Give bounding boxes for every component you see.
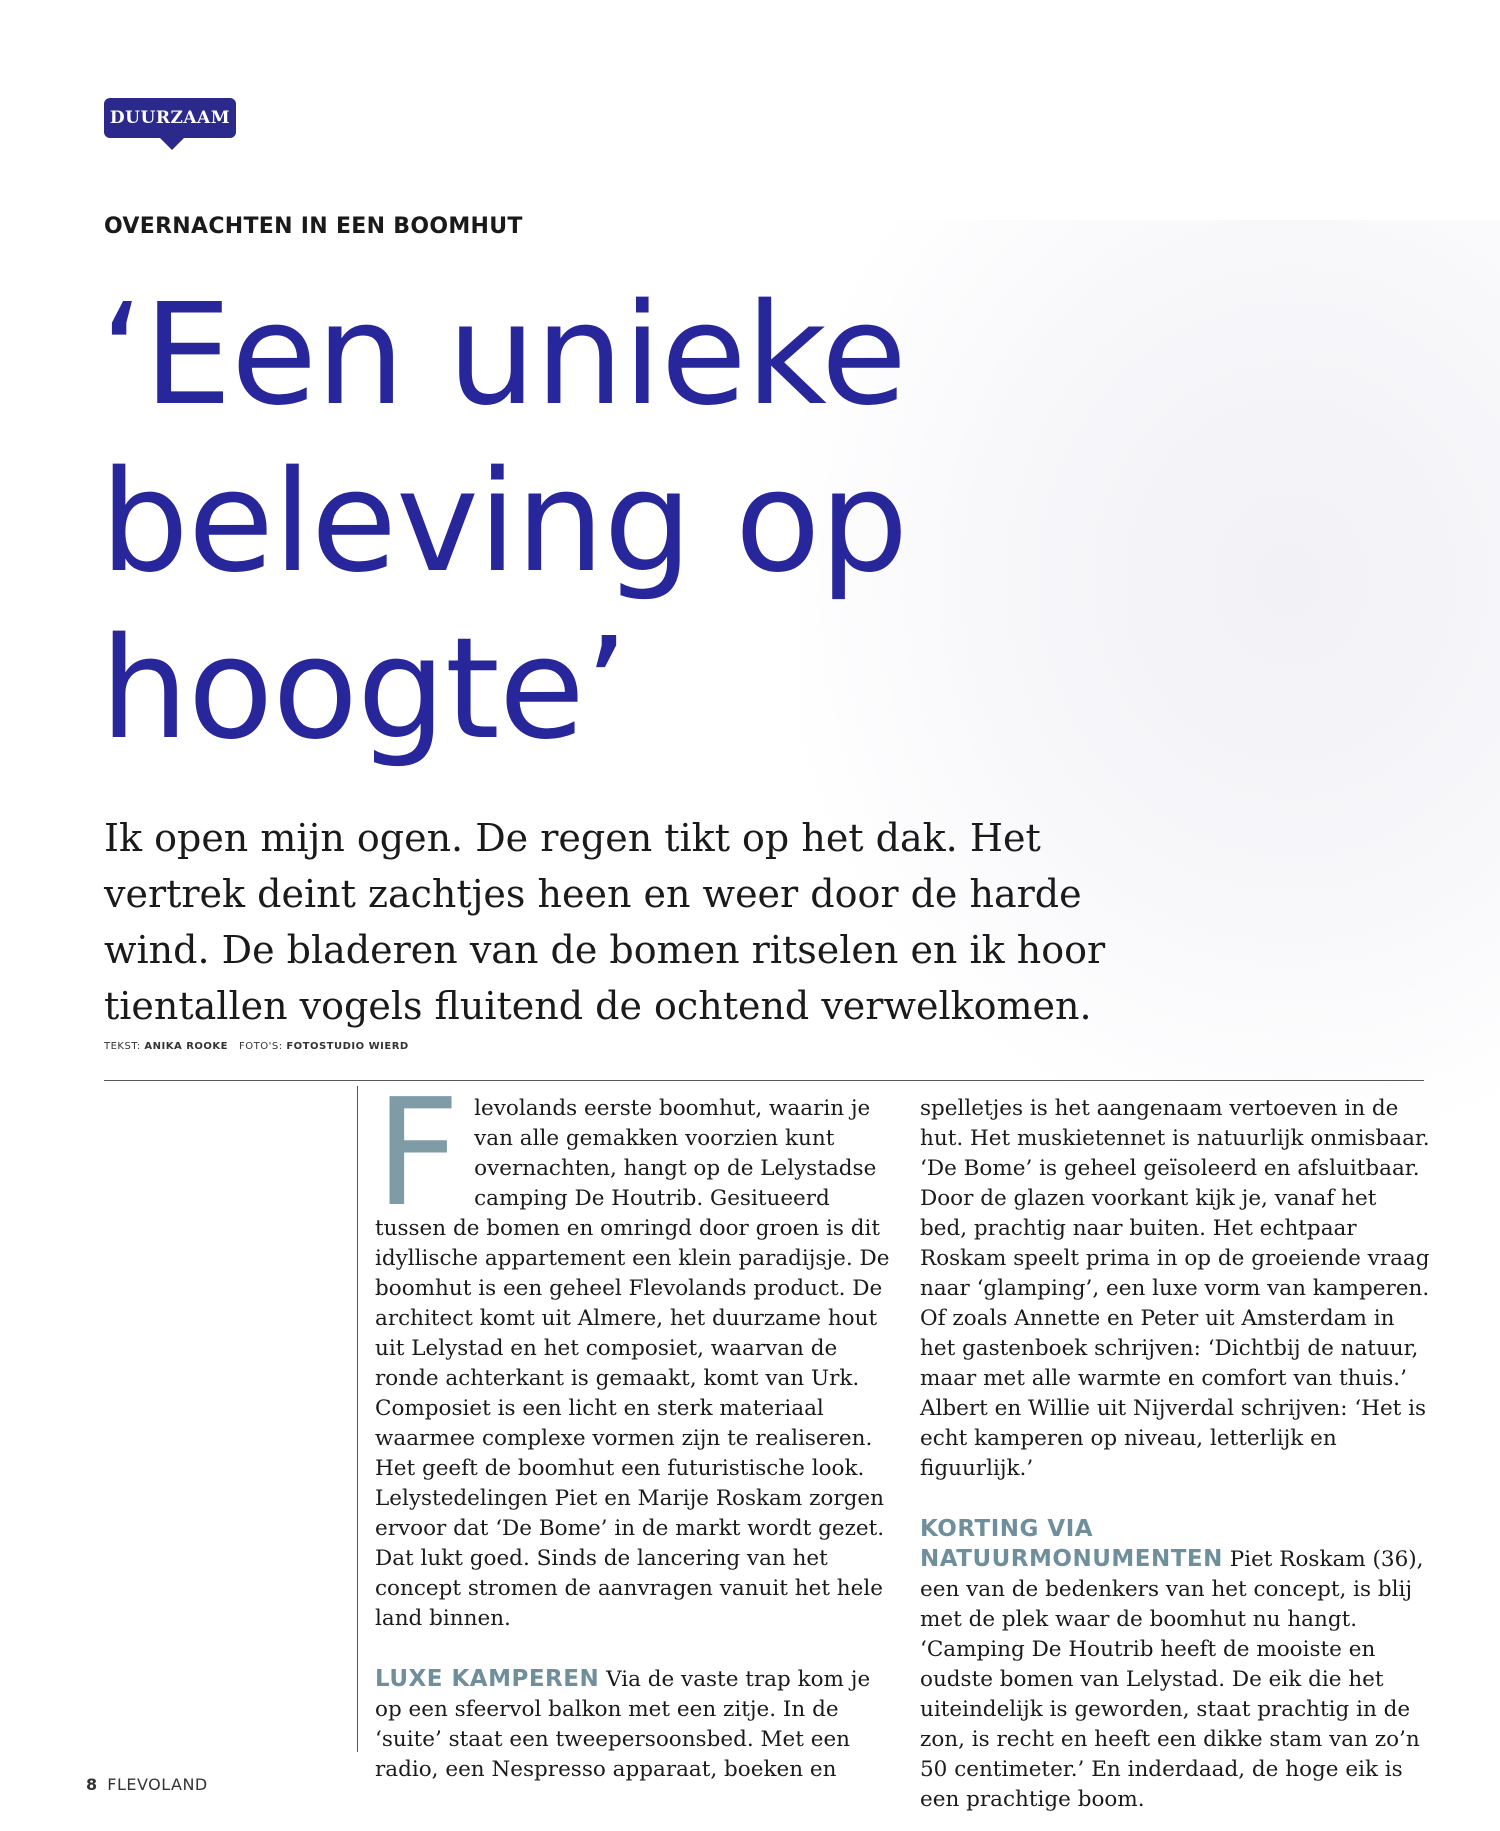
subhead-luxe-kamperen: LUXE KAMPEREN [375,1666,600,1692]
headline-line-1: ‘Een unieke [100,274,907,437]
credits-text-label: TEKST: [104,1041,141,1052]
credits-photo-author: FOTOSTUDIO WIERD [286,1041,409,1052]
body-paragraph-3-text: Piet Roskam (36), een van de bedenkers van het concept, is blij met de plek waar de boomhut nu hangt. ‘Camping De Houtrib heeft de mooiste en oudste bomen van Lelystad. De eik die het uiteindelijk is geworden, staat prachtig in de zon, is recht en heeft een dikke stam van zo’n 50 centimeter.’ En inderdaad, de hoge eik is een prachtige boom. [920,1547,1424,1812]
body-paragraph-1-text: levolands eerste boomhut, waarin je van alle gemakken voorzien kunt overnachten, hangt op de Lelystadse camping De Houtrib. Gesitueerd tussen de bomen en omringd door groen is dit idyllische appartement een klein paradijsje. De boomhut is een geheel Flevolands product. De architect komt uit Almere, het duurzame hout uit Lelystad en het composiet, waarvan de ronde achterkant is gemaakt, komt van Urk. Composiet is een licht en sterk materiaal waarmee complexe vormen zijn te realiseren. Het geeft de boomhut een futuristische look. Lelystedelingen Piet en Marije Roskam zorgen ervoor dat ‘De Bome’ in de markt wordt gezet. Dat lukt goed. Sinds de lancering van het concept stromen de aanvragen vanuit het hele land binnen. [375,1096,890,1631]
headline [100,272,1100,773]
section-tag: DUURZAAM [104,98,236,138]
kicker: OVERNACHTEN IN EEN BOOMHUT [104,214,523,239]
subhead-korting-line-1: KORTING VIA [920,1516,1094,1542]
credits-photo-label: FOTO'S: [239,1041,283,1052]
credits-text-author: ANIKA ROOKE [144,1041,228,1052]
body-paragraph-2-start [375,1664,895,1785]
body-paragraph-3 [920,1514,1430,1815]
subhead-korting-line-2: NATUURMONUMENTEN [920,1546,1223,1572]
credits [104,1041,409,1052]
body-paragraph-2-continued [920,1094,1430,1484]
headline-line-3: hoogte’ [100,608,628,771]
page-footer [86,1775,208,1794]
dropcap: F [375,1067,461,1239]
horizontal-rule [104,1080,1424,1081]
body-column-2 [920,1094,1430,1815]
headline-line-2: beleving op [100,441,908,604]
column-divider [357,1086,358,1752]
page-number: 8 [86,1775,98,1794]
body-column-1 [375,1067,895,1785]
body-paragraph-1 [375,1067,895,1634]
publication-name: FLEVOLAND [107,1775,208,1794]
body-paragraph-2-text: Via de vaste trap kom je op een sfeervol balkon met een zitje. In de ‘suite’ staat een tweepersoonsbed. Met een radio, een Nespresso apparaat, boeken en [375,1667,871,1782]
body-paragraph-2-text-cont: spelletjes is het aangenaam vertoeven in de hut. Het muskietennet is natuurlijk onmisbaar. ‘De Bome’ is geheel geïsoleerd en afsluitbaar. Door de glazen voorkant kijk je, vanaf het bed, prachtig naar buiten. Het echtpaar Roskam speelt prima in op de groeiende vraag naar ‘glamping’, een luxe vorm van kamperen. Of zoals Annette en Peter uit Amsterdam in het gastenboek schrijven: ‘Dichtbij de natuur, maar met alle warmte en comfort van thuis.’ Albert en Willie uit Nijverdal schrijven: ‘Het is echt kamperen op niveau, letterlijk en figuurlijk.’ [920,1096,1430,1481]
intro-paragraph: Ik open mijn ogen. De regen tikt op het dak. Het vertrek deint zachtjes heen en weer door de harde wind. De bladeren van de bomen ritselen en ik hoor tientallen vogels fluitend de ochtend verwelkomen. [104,816,1106,1028]
